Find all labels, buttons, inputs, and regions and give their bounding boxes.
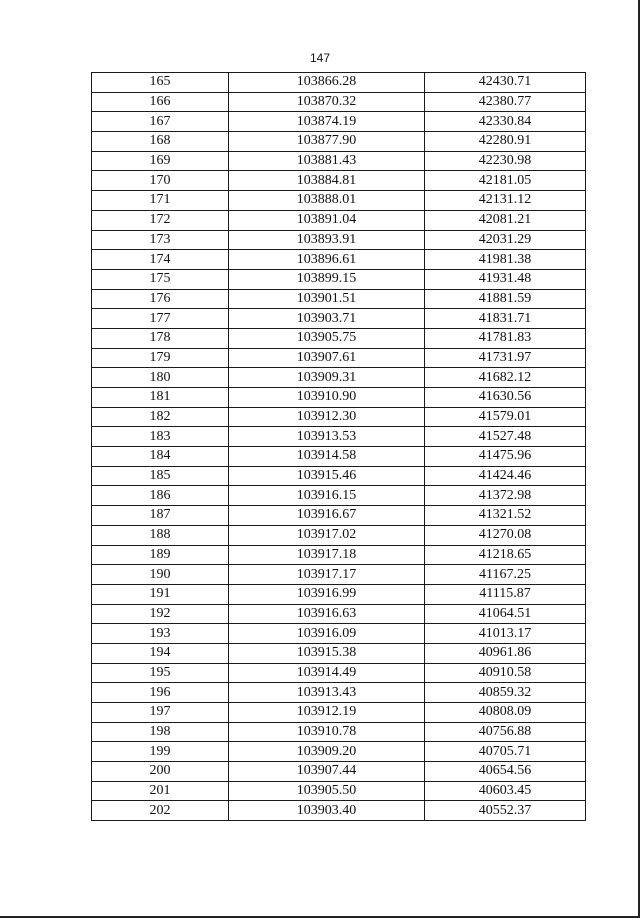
x-coordinate-cell: 103915.46 bbox=[229, 466, 425, 486]
point-number-cell: 195 bbox=[92, 663, 229, 683]
x-coordinate-cell: 103912.19 bbox=[229, 703, 425, 723]
y-coordinate-cell: 40808.09 bbox=[425, 703, 586, 723]
x-coordinate-cell: 103907.61 bbox=[229, 348, 425, 368]
y-coordinate-cell: 40552.37 bbox=[425, 801, 586, 821]
y-coordinate-cell: 41831.71 bbox=[425, 309, 586, 329]
x-coordinate-cell: 103916.63 bbox=[229, 604, 425, 624]
y-coordinate-cell: 41321.52 bbox=[425, 506, 586, 526]
point-number-cell: 185 bbox=[92, 466, 229, 486]
point-number-cell: 175 bbox=[92, 269, 229, 289]
x-coordinate-cell: 103866.28 bbox=[229, 73, 425, 93]
x-coordinate-cell: 103912.30 bbox=[229, 407, 425, 427]
x-coordinate-cell: 103899.15 bbox=[229, 269, 425, 289]
table-row bbox=[92, 525, 586, 545]
x-coordinate-cell: 103909.20 bbox=[229, 742, 425, 762]
x-coordinate-cell: 103870.32 bbox=[229, 92, 425, 112]
point-number-cell: 196 bbox=[92, 683, 229, 703]
table-row bbox=[92, 545, 586, 565]
y-coordinate-cell: 41218.65 bbox=[425, 545, 586, 565]
x-coordinate-cell: 103905.75 bbox=[229, 328, 425, 348]
point-number-cell: 188 bbox=[92, 525, 229, 545]
table-row bbox=[92, 171, 586, 191]
x-coordinate-cell: 103910.78 bbox=[229, 722, 425, 742]
point-number-cell: 178 bbox=[92, 328, 229, 348]
x-coordinate-cell: 103903.71 bbox=[229, 309, 425, 329]
y-coordinate-cell: 42380.77 bbox=[425, 92, 586, 112]
y-coordinate-cell: 42280.91 bbox=[425, 132, 586, 152]
y-coordinate-cell: 40859.32 bbox=[425, 683, 586, 703]
x-coordinate-cell: 103910.90 bbox=[229, 388, 425, 408]
x-coordinate-cell: 103884.81 bbox=[229, 171, 425, 191]
y-coordinate-cell: 41013.17 bbox=[425, 624, 586, 644]
point-number-cell: 174 bbox=[92, 250, 229, 270]
y-coordinate-cell: 41630.56 bbox=[425, 388, 586, 408]
point-number-cell: 201 bbox=[92, 781, 229, 801]
y-coordinate-cell: 41682.12 bbox=[425, 368, 586, 388]
x-coordinate-cell: 103903.40 bbox=[229, 801, 425, 821]
x-coordinate-cell: 103913.43 bbox=[229, 683, 425, 703]
y-coordinate-cell: 41579.01 bbox=[425, 407, 586, 427]
coordinates-table-body bbox=[92, 73, 586, 821]
point-number-cell: 176 bbox=[92, 289, 229, 309]
y-coordinate-cell: 40705.71 bbox=[425, 742, 586, 762]
x-coordinate-cell: 103916.99 bbox=[229, 584, 425, 604]
table-row bbox=[92, 132, 586, 152]
y-coordinate-cell: 41372.98 bbox=[425, 486, 586, 506]
y-coordinate-cell: 42081.21 bbox=[425, 210, 586, 230]
y-coordinate-cell: 41781.83 bbox=[425, 328, 586, 348]
point-number-cell: 169 bbox=[92, 151, 229, 171]
table-row bbox=[92, 250, 586, 270]
point-number-cell: 186 bbox=[92, 486, 229, 506]
point-number-cell: 193 bbox=[92, 624, 229, 644]
point-number-cell: 167 bbox=[92, 112, 229, 132]
y-coordinate-cell: 42181.05 bbox=[425, 171, 586, 191]
table-row bbox=[92, 643, 586, 663]
y-coordinate-cell: 41527.48 bbox=[425, 427, 586, 447]
x-coordinate-cell: 103888.01 bbox=[229, 191, 425, 211]
point-number-cell: 182 bbox=[92, 407, 229, 427]
table-row bbox=[92, 584, 586, 604]
x-coordinate-cell: 103917.02 bbox=[229, 525, 425, 545]
x-coordinate-cell: 103874.19 bbox=[229, 112, 425, 132]
y-coordinate-cell: 41731.97 bbox=[425, 348, 586, 368]
y-coordinate-cell: 41881.59 bbox=[425, 289, 586, 309]
table-row bbox=[92, 368, 586, 388]
table-row bbox=[92, 663, 586, 683]
x-coordinate-cell: 103914.49 bbox=[229, 663, 425, 683]
y-coordinate-cell: 41270.08 bbox=[425, 525, 586, 545]
y-coordinate-cell: 42430.71 bbox=[425, 73, 586, 93]
x-coordinate-cell: 103901.51 bbox=[229, 289, 425, 309]
table-row bbox=[92, 289, 586, 309]
point-number-cell: 170 bbox=[92, 171, 229, 191]
table-row bbox=[92, 506, 586, 526]
table-row bbox=[92, 762, 586, 782]
table-row bbox=[92, 210, 586, 230]
point-number-cell: 198 bbox=[92, 722, 229, 742]
point-number-cell: 179 bbox=[92, 348, 229, 368]
table-row bbox=[92, 781, 586, 801]
point-number-cell: 190 bbox=[92, 565, 229, 585]
point-number-cell: 191 bbox=[92, 584, 229, 604]
y-coordinate-cell: 41167.25 bbox=[425, 565, 586, 585]
point-number-cell: 168 bbox=[92, 132, 229, 152]
table-row bbox=[92, 703, 586, 723]
table-row bbox=[92, 151, 586, 171]
coordinates-table bbox=[91, 72, 586, 821]
point-number-cell: 172 bbox=[92, 210, 229, 230]
point-number-cell: 192 bbox=[92, 604, 229, 624]
table-row bbox=[92, 348, 586, 368]
y-coordinate-cell: 41115.87 bbox=[425, 584, 586, 604]
y-coordinate-cell: 41064.51 bbox=[425, 604, 586, 624]
table-row bbox=[92, 565, 586, 585]
point-number-cell: 181 bbox=[92, 388, 229, 408]
x-coordinate-cell: 103914.58 bbox=[229, 447, 425, 467]
x-coordinate-cell: 103907.44 bbox=[229, 762, 425, 782]
point-number-cell: 189 bbox=[92, 545, 229, 565]
table-row bbox=[92, 388, 586, 408]
y-coordinate-cell: 41931.48 bbox=[425, 269, 586, 289]
table-row bbox=[92, 683, 586, 703]
point-number-cell: 177 bbox=[92, 309, 229, 329]
table-row bbox=[92, 447, 586, 467]
table-row bbox=[92, 230, 586, 250]
table-row bbox=[92, 604, 586, 624]
table-row bbox=[92, 112, 586, 132]
table-row bbox=[92, 466, 586, 486]
y-coordinate-cell: 41424.46 bbox=[425, 466, 586, 486]
table-row bbox=[92, 407, 586, 427]
x-coordinate-cell: 103917.18 bbox=[229, 545, 425, 565]
table-row bbox=[92, 191, 586, 211]
x-coordinate-cell: 103893.91 bbox=[229, 230, 425, 250]
table-row bbox=[92, 73, 586, 93]
point-number-cell: 184 bbox=[92, 447, 229, 467]
y-coordinate-cell: 42230.98 bbox=[425, 151, 586, 171]
x-coordinate-cell: 103915.38 bbox=[229, 643, 425, 663]
x-coordinate-cell: 103917.17 bbox=[229, 565, 425, 585]
point-number-cell: 173 bbox=[92, 230, 229, 250]
y-coordinate-cell: 40961.86 bbox=[425, 643, 586, 663]
y-coordinate-cell: 42031.29 bbox=[425, 230, 586, 250]
x-coordinate-cell: 103916.67 bbox=[229, 506, 425, 526]
y-coordinate-cell: 42330.84 bbox=[425, 112, 586, 132]
table-row bbox=[92, 801, 586, 821]
table-row bbox=[92, 92, 586, 112]
y-coordinate-cell: 40910.58 bbox=[425, 663, 586, 683]
x-coordinate-cell: 103877.90 bbox=[229, 132, 425, 152]
y-coordinate-cell: 41475.96 bbox=[425, 447, 586, 467]
table-row bbox=[92, 486, 586, 506]
x-coordinate-cell: 103905.50 bbox=[229, 781, 425, 801]
x-coordinate-cell: 103916.09 bbox=[229, 624, 425, 644]
point-number-cell: 200 bbox=[92, 762, 229, 782]
point-number-cell: 194 bbox=[92, 643, 229, 663]
table-row bbox=[92, 269, 586, 289]
point-number-cell: 199 bbox=[92, 742, 229, 762]
x-coordinate-cell: 103896.61 bbox=[229, 250, 425, 270]
point-number-cell: 171 bbox=[92, 191, 229, 211]
y-coordinate-cell: 40756.88 bbox=[425, 722, 586, 742]
point-number-cell: 166 bbox=[92, 92, 229, 112]
y-coordinate-cell: 41981.38 bbox=[425, 250, 586, 270]
y-coordinate-cell: 40654.56 bbox=[425, 762, 586, 782]
y-coordinate-cell: 40603.45 bbox=[425, 781, 586, 801]
x-coordinate-cell: 103891.04 bbox=[229, 210, 425, 230]
point-number-cell: 183 bbox=[92, 427, 229, 447]
point-number-cell: 165 bbox=[92, 73, 229, 93]
table-row bbox=[92, 328, 586, 348]
x-coordinate-cell: 103881.43 bbox=[229, 151, 425, 171]
x-coordinate-cell: 103913.53 bbox=[229, 427, 425, 447]
x-coordinate-cell: 103909.31 bbox=[229, 368, 425, 388]
x-coordinate-cell: 103916.15 bbox=[229, 486, 425, 506]
point-number-cell: 180 bbox=[92, 368, 229, 388]
table-row bbox=[92, 742, 586, 762]
page-number: 147 bbox=[309, 51, 331, 65]
table-row bbox=[92, 427, 586, 447]
point-number-cell: 202 bbox=[92, 801, 229, 821]
y-coordinate-cell: 42131.12 bbox=[425, 191, 586, 211]
point-number-cell: 187 bbox=[92, 506, 229, 526]
point-number-cell: 197 bbox=[92, 703, 229, 723]
table-row bbox=[92, 624, 586, 644]
table-row bbox=[92, 309, 586, 329]
table-row bbox=[92, 722, 586, 742]
